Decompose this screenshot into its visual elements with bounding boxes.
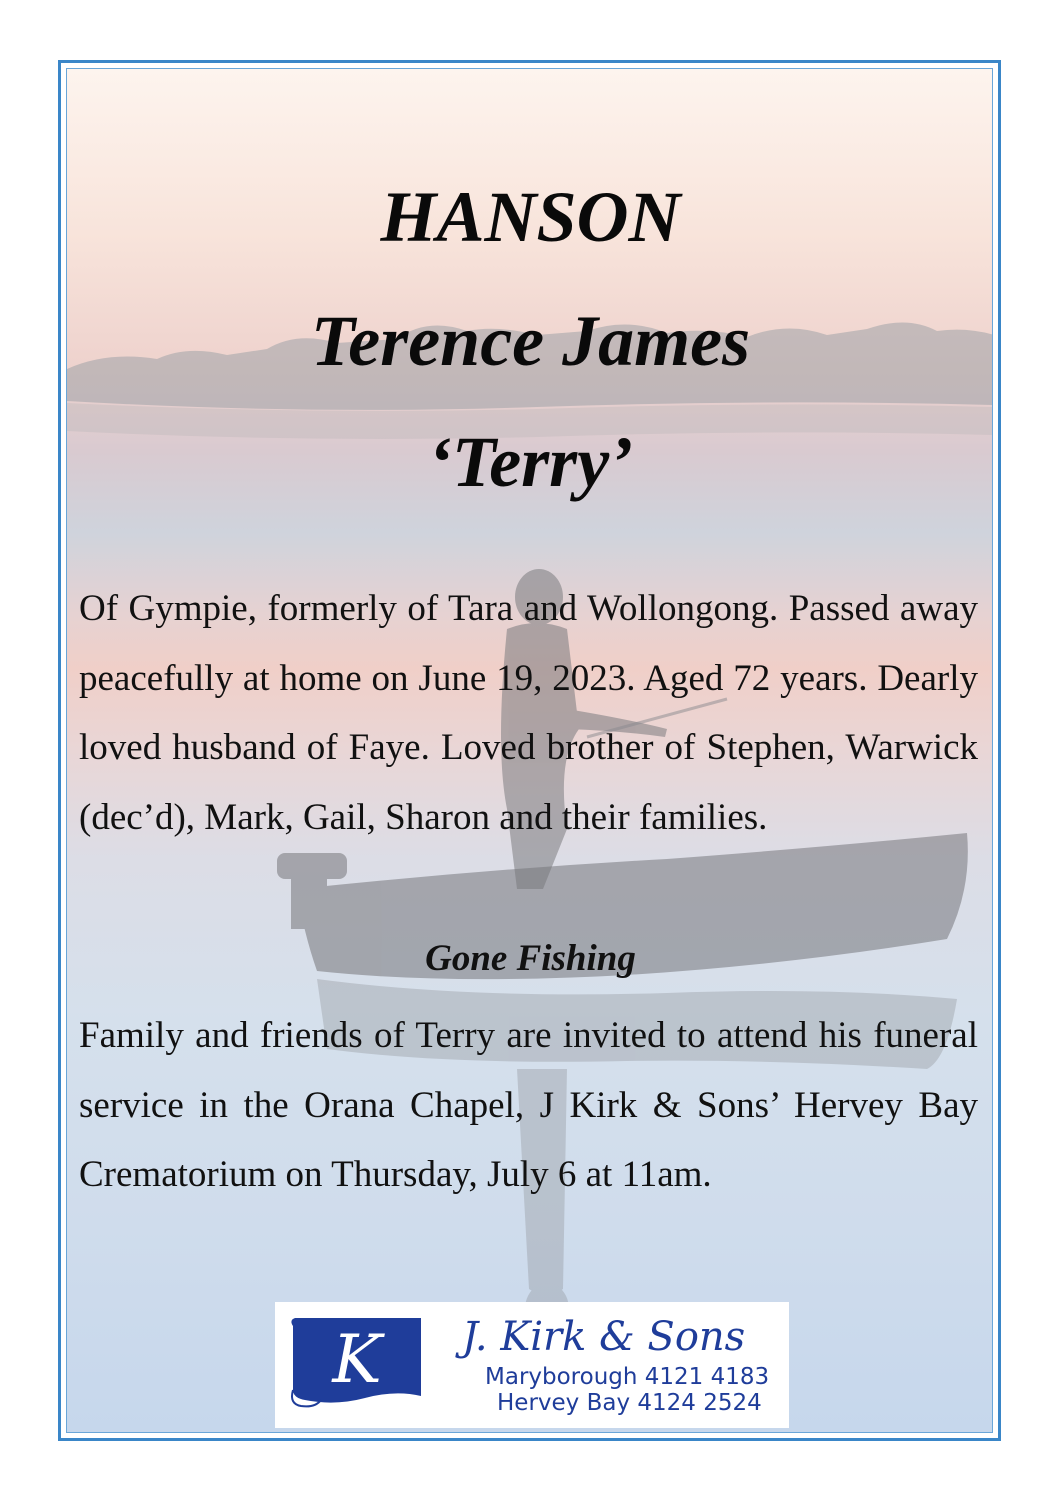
hervey-bay-phone: Hervey Bay 4124 2524 (497, 1390, 762, 1416)
funeral-details-paragraph: Family and friends of Terry are invited to attend his funeral service in the Orana Chapel, J Kirk & Sons’ Hervey Bay Crematorium on Thursday, July 6 at 11am. (79, 1015, 978, 1195)
nickname-heading: ‘Terry’ (427, 422, 634, 502)
death-notice-paragraph: Of Gympie, formerly of Tara and Wollongong. Passed away peacefully at home on June 19, 2023. Aged 72 years. Dearly loved husband of Faye. Loved brother of Stephen, Warwick (dec’d), Mark, Gail, Sharon and their families. (79, 588, 978, 838)
maryborough-phone: Maryborough 4121 4183 (485, 1364, 770, 1390)
gone-fishing-subheading: Gone Fishing (425, 938, 636, 979)
funeral-director-name: J. Kirk & Sons (462, 1314, 746, 1360)
given-names-heading: Terence James (310, 301, 751, 381)
svg-text:K: K (332, 1321, 382, 1398)
notice-content (67, 69, 993, 1433)
k-monogram-icon (285, 1316, 428, 1408)
surname-heading: HANSON (380, 177, 681, 257)
notice-panel (66, 68, 993, 1433)
funeral-director-logo (275, 1302, 789, 1428)
